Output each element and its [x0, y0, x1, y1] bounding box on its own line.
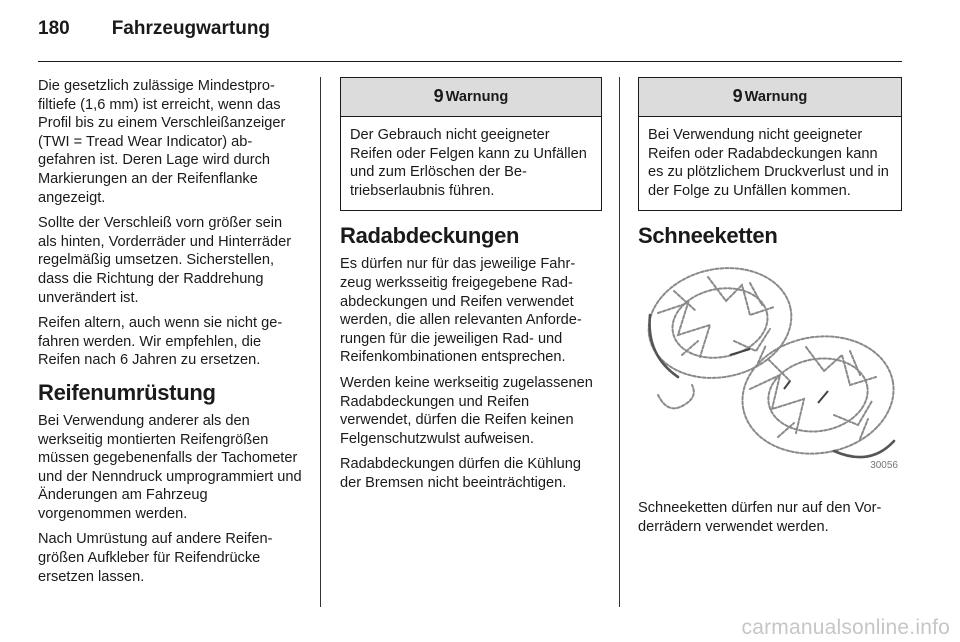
paragraph-pressure-sticker: Nach Umrüstung auf andere Reifengrößen Aufkleber für Reifendrücke ersetzen lassen. [38, 531, 273, 585]
column-divider-2 [619, 77, 620, 607]
paragraph-brake-cooling: Radabdeckungen dürfen die Kühlung der Bremsen nicht beeinträchtigen. [340, 456, 581, 491]
page-header [38, 18, 270, 48]
snow-chains-drawing [638, 255, 902, 477]
figure-caption: Schneeketten dürfen nur auf den Vorderrädern verwendet werden. [638, 500, 882, 535]
page-number: 180 [38, 18, 70, 39]
column-3 [638, 77, 902, 544]
warning-header [639, 78, 901, 117]
paragraph-tire-size-change: Bei Verwendung anderer als den werkseitig montierten Reifengrößen müssen gegebenenfalls der Tachometer und der Nenndruck umprogrammiert und Änderungen am Fahrzeug vorgenommen werden. [38, 412, 302, 522]
paragraph-approved-covers: Es dürfen nur für das jeweilige Fahrzeug werksseitig freigegebene Radabdeckungen und Reifen verwendet werden, die allen relevanten Anforderungen für die jeweiligen Rad- und Reifenkombinationen entsprechen. [340, 256, 582, 366]
paragraph-tire-aging: Reifen altern, auch wenn sie nicht gefahren werden. Wir empfehlen, die Reifen nach 6 Jahren zu ersetzen. [38, 315, 283, 369]
paragraph-non-approved-covers: Werden keine werkseitig zugelassenen Radabdeckungen und Reifen verwendet, dürfen die Reifen keinen Felgenschutzwulst aufweisen. [340, 374, 593, 447]
paragraph-wear-rotation: Sollte der Verschleiß vorn größer sein als hinten, Vorderräder und Hinterräder regelmäßig umsetzen. Sicherstellen, dass die Richtung der Raddrehung unverändert ist. [38, 215, 292, 306]
warning-text: Der Gebrauch nicht geeigneter Reifen oder Felgen kann zu Unfällen und zum Erlöschen der Betriebserlaubnis führen. [350, 127, 587, 199]
column-divider-1 [320, 77, 321, 607]
heading-wheel-covers: Radabdeckungen [340, 223, 520, 249]
warning-title: Warnung [445, 89, 509, 105]
heading-snow-chains: Schneeketten [638, 223, 778, 249]
warning-box-covers [638, 77, 902, 211]
paragraph-tread-depth: Die gesetzlich zulässige Mindestprofiltiefe (1,6 mm) ist erreicht, wenn das Profil bis zu einem Verschleißanzeiger (TWI = Tread Wear Indicator) abgefahren ist. Deren Lage wird durch Markierungen an der Reifenflanke angezeigt. [38, 78, 286, 206]
heading-tire-conversion: Reifenumrüstung [38, 379, 216, 405]
page-title: Fahrzeugwartung [111, 18, 271, 39]
watermark: carmanualsonline.info [741, 616, 950, 639]
snow-chains-illustration [638, 255, 902, 477]
figure-number: 30056 [870, 460, 898, 472]
column-1 [38, 77, 303, 593]
warning-icon: 9 [433, 85, 444, 106]
warning-icon: 9 [732, 85, 743, 106]
warning-box-rims [340, 77, 602, 211]
column-2 [340, 77, 602, 500]
warning-title: Warnung [744, 89, 808, 105]
header-rule [38, 61, 902, 62]
warning-text: Bei Verwendung nicht geeigneter Reifen oder Radabdeckungen kann es zu plötzlichem Druckverlust und in der Folge zu Unfällen kommen. [648, 127, 889, 199]
warning-header [341, 78, 601, 117]
